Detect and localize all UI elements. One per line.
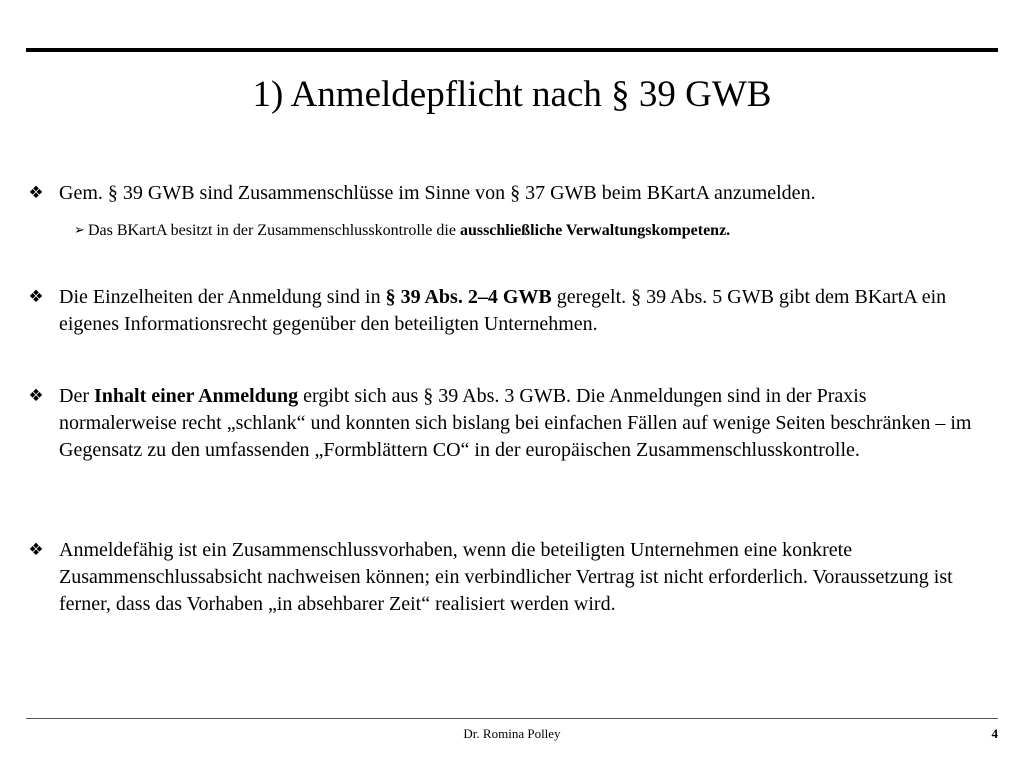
footer-author: Dr. Romina Polley [463,726,561,741]
bullet-text-bold: Inhalt einer Anmeldung [93,385,299,407]
bottom-divider [26,718,998,719]
bullet-item [26,383,976,464]
bullet-text [59,383,976,464]
sub-bullet-item [74,220,974,242]
bullet-text-normal: ergibt sich aus § 39 Abs. 3 GWB. Die Anmeldungen sind in der Praxis normalerweise recht „schlank“ und konnten sich bislang bei einfachen Fällen auf wenige Seiten beschränken – im Gegensatz zu den umfassenden „Formblättern CO“ in der europäischen Zusammenschlusskontrolle. [59,385,972,461]
bullet-text: Gem. § 39 GWB sind Zusammenschlüsse im Sinne von § 37 GWB beim BKartA anzumelden. [59,182,816,204]
four-diamond-icon: ❖ [28,183,44,203]
bullet-text-normal: Der [59,385,94,407]
bullet-item [26,180,976,207]
four-diamond-icon: ❖ [28,540,44,560]
bullet-text-normal: Die Einzelheiten der Anmeldung sind in [59,286,386,308]
sub-bullet-text-normal: Das BKartA besitzt in der Zusammenschlusskontrolle die [88,222,460,239]
bullet-text-normal: geregelt. § 39 Abs. 5 GWB gibt dem BKartA ein eigenes Informationsrecht gegenüber den beteiligten Unternehmen. [59,286,947,335]
bullet-text [59,284,976,338]
slide-title: 1) Anmeldepflicht nach § 39 GWB [252,74,772,115]
four-diamond-icon: ❖ [28,386,44,406]
page-number: 4 [991,726,998,741]
sub-bullet-text [88,222,730,239]
sub-bullet-text-bold: ausschließliche Verwaltungskompetenz. [459,222,731,239]
bullet-text: Anmeldefähig ist ein Zusammenschlussvorhaben, wenn die beteiligten Unternehmen eine konkrete Zusammenschlussabsicht nachweisen können; ein verbindlicher Vertrag ist nicht erforderlich. Voraussetzung ist ferner, dass das Vorhaben „in absehbarer Zeit“ realisiert werden wird. [59,539,953,615]
arrow-right-icon: ➢ [74,223,85,238]
bullet-text-bold: § 39 Abs. 2–4 GWB [385,286,552,308]
bullet-item [26,537,976,618]
bullet-item [26,284,976,338]
four-diamond-icon: ❖ [28,287,44,307]
top-divider [26,48,998,52]
